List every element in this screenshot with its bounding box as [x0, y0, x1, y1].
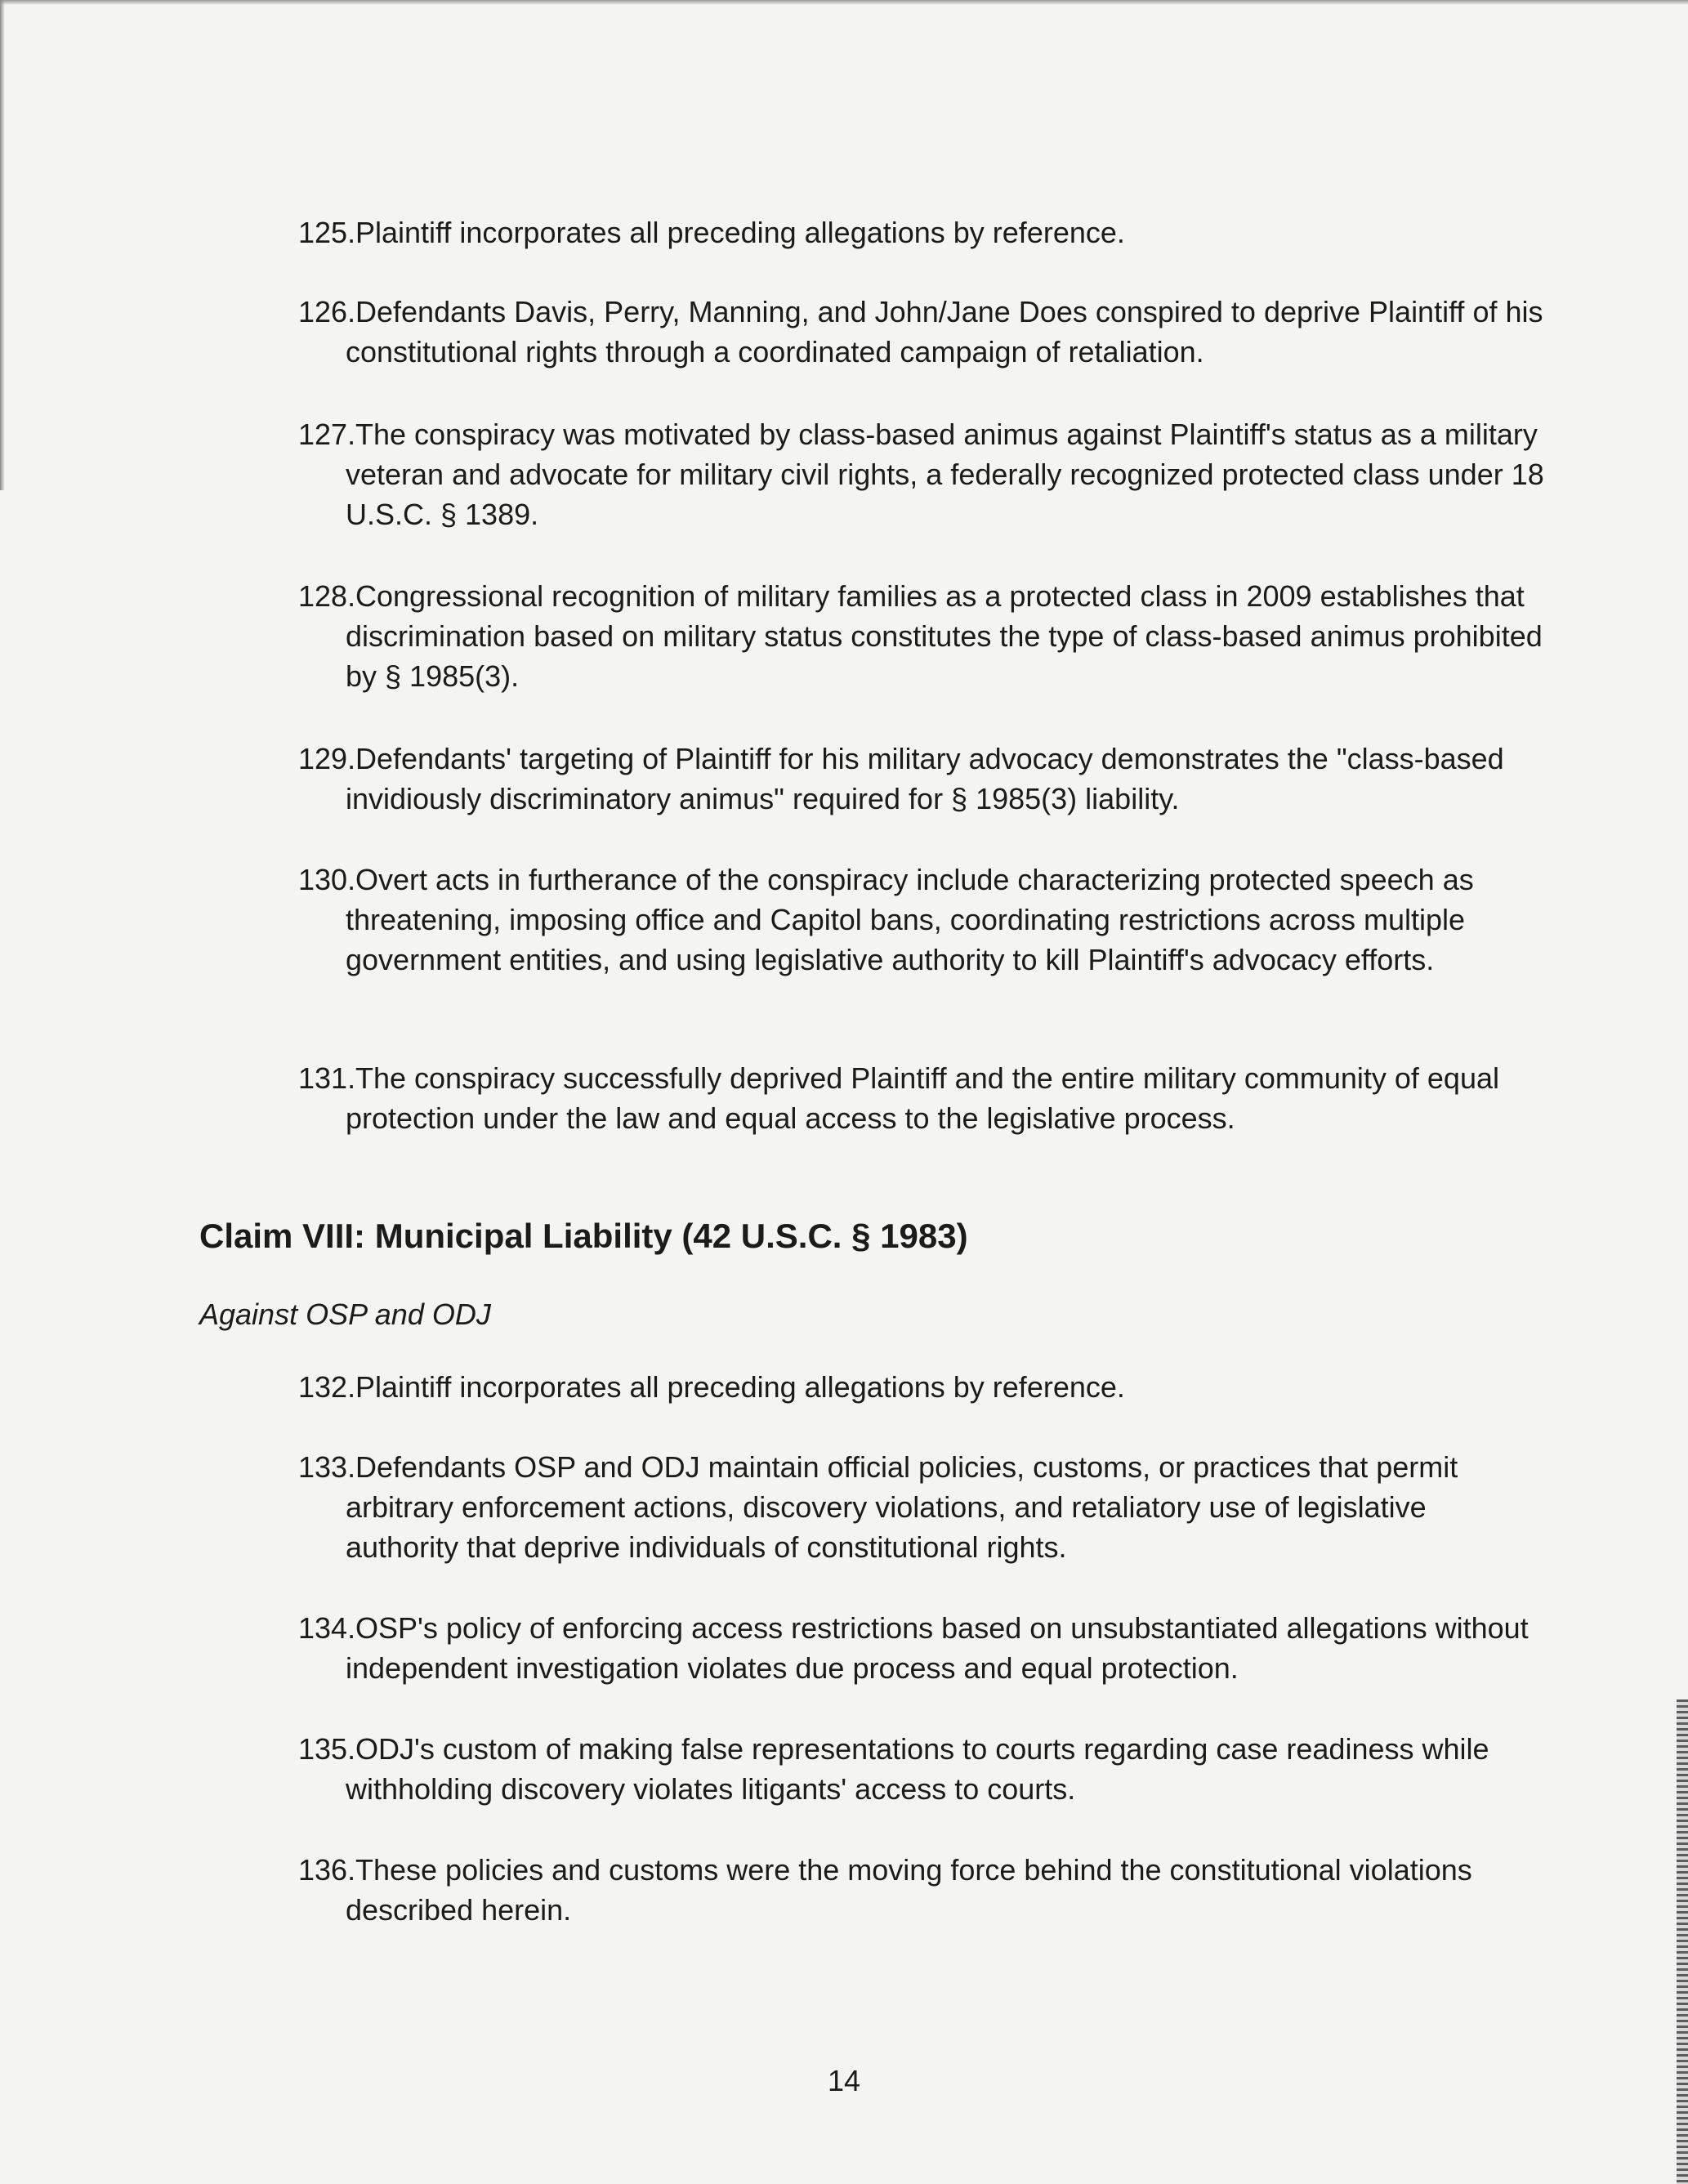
paragraph-136 — [298, 1850, 1547, 1930]
claim-subheading: Against OSP and ODJ — [199, 1297, 491, 1331]
paragraph-number: 132. — [298, 1370, 356, 1404]
paragraph-135 — [298, 1729, 1547, 1809]
paragraph-text: Defendants' targeting of Plaintiff for his military advocacy demonstrates the "class-based invidiously discriminatory animus" required for § 1985(3) liability. — [346, 742, 1504, 815]
scan-edge-top — [0, 0, 1688, 5]
paragraph-number: 133. — [298, 1450, 356, 1484]
paragraph-text: ODJ's custom of making false representations to courts regarding case readiness while withholding discovery violates litigants' access to courts. — [346, 1732, 1489, 1806]
paragraph-text: Plaintiff incorporates all preceding allegations by reference. — [355, 216, 1125, 249]
paragraph-128 — [298, 576, 1547, 696]
scan-edge-left — [0, 0, 5, 490]
paragraph-number: 136. — [298, 1853, 356, 1887]
paragraph-132 — [298, 1367, 1547, 1407]
page-number: 14 — [827, 2064, 861, 2097]
paragraph-129 — [298, 739, 1547, 819]
paragraph-text: Plaintiff incorporates all preceding allegations by reference. — [355, 1370, 1125, 1404]
paragraph-127 — [298, 414, 1547, 534]
paragraph-133 — [298, 1447, 1547, 1567]
paragraph-text: Congressional recognition of military families as a protected class in 2009 establishes that discrimination based on military status constitutes the type of class-based animus prohibited by § 1985(3). — [346, 579, 1543, 693]
paragraph-number: 129. — [298, 742, 356, 775]
paragraph-text: The conspiracy successfully deprived Plaintiff and the entire military community of equal protection under the law and equal access to the legislative process. — [346, 1061, 1499, 1135]
paragraph-number: 135. — [298, 1732, 356, 1766]
paragraph-130 — [298, 860, 1547, 980]
paragraph-text: The conspiracy was motivated by class-based animus against Plaintiff's status as a military veteran and advocate for military civil rights, a federally recognized protected class under 18 U.S.C. § 1389. — [346, 418, 1544, 531]
paragraph-number: 130. — [298, 863, 356, 896]
paragraph-text: These policies and customs were the moving force behind the constitutional violations described herein. — [346, 1853, 1472, 1927]
claim-heading: Claim VIII: Municipal Liability (42 U.S.C. § 1983) — [199, 1217, 968, 1255]
paragraph-125 — [298, 212, 1547, 252]
paragraph-number: 128. — [298, 579, 356, 613]
paragraph-number: 134. — [298, 1611, 356, 1645]
scan-edge-right — [1677, 1699, 1688, 2184]
paragraph-number: 127. — [298, 418, 356, 451]
paragraph-number: 126. — [298, 295, 356, 328]
paragraph-text: Defendants Davis, Perry, Manning, and John/Jane Does conspired to deprive Plaintiff of his constitutional rights through a coordinated campaign of retaliation. — [346, 295, 1543, 368]
paragraph-131 — [298, 1058, 1547, 1138]
paragraph-text: Overt acts in furtherance of the conspiracy include characterizing protected speech as threatening, imposing office and Capitol bans, coordinating restrictions across multiple government entities, and using legislative authority to kill Plaintiff's advocacy efforts. — [346, 863, 1474, 976]
paragraph-126 — [298, 292, 1547, 372]
paragraph-text: Defendants OSP and ODJ maintain official policies, customs, or practices that permit arbitrary enforcement actions, discovery violations, and retaliatory use of legislative authority that deprive individuals of constitutional rights. — [346, 1450, 1458, 1564]
paragraph-number: 131. — [298, 1061, 356, 1095]
paragraph-number: 125. — [298, 216, 356, 249]
paragraph-text: OSP's policy of enforcing access restrictions based on unsubstantiated allegations without independent investigation violates due process and equal protection. — [346, 1611, 1529, 1685]
paragraph-134 — [298, 1608, 1547, 1688]
